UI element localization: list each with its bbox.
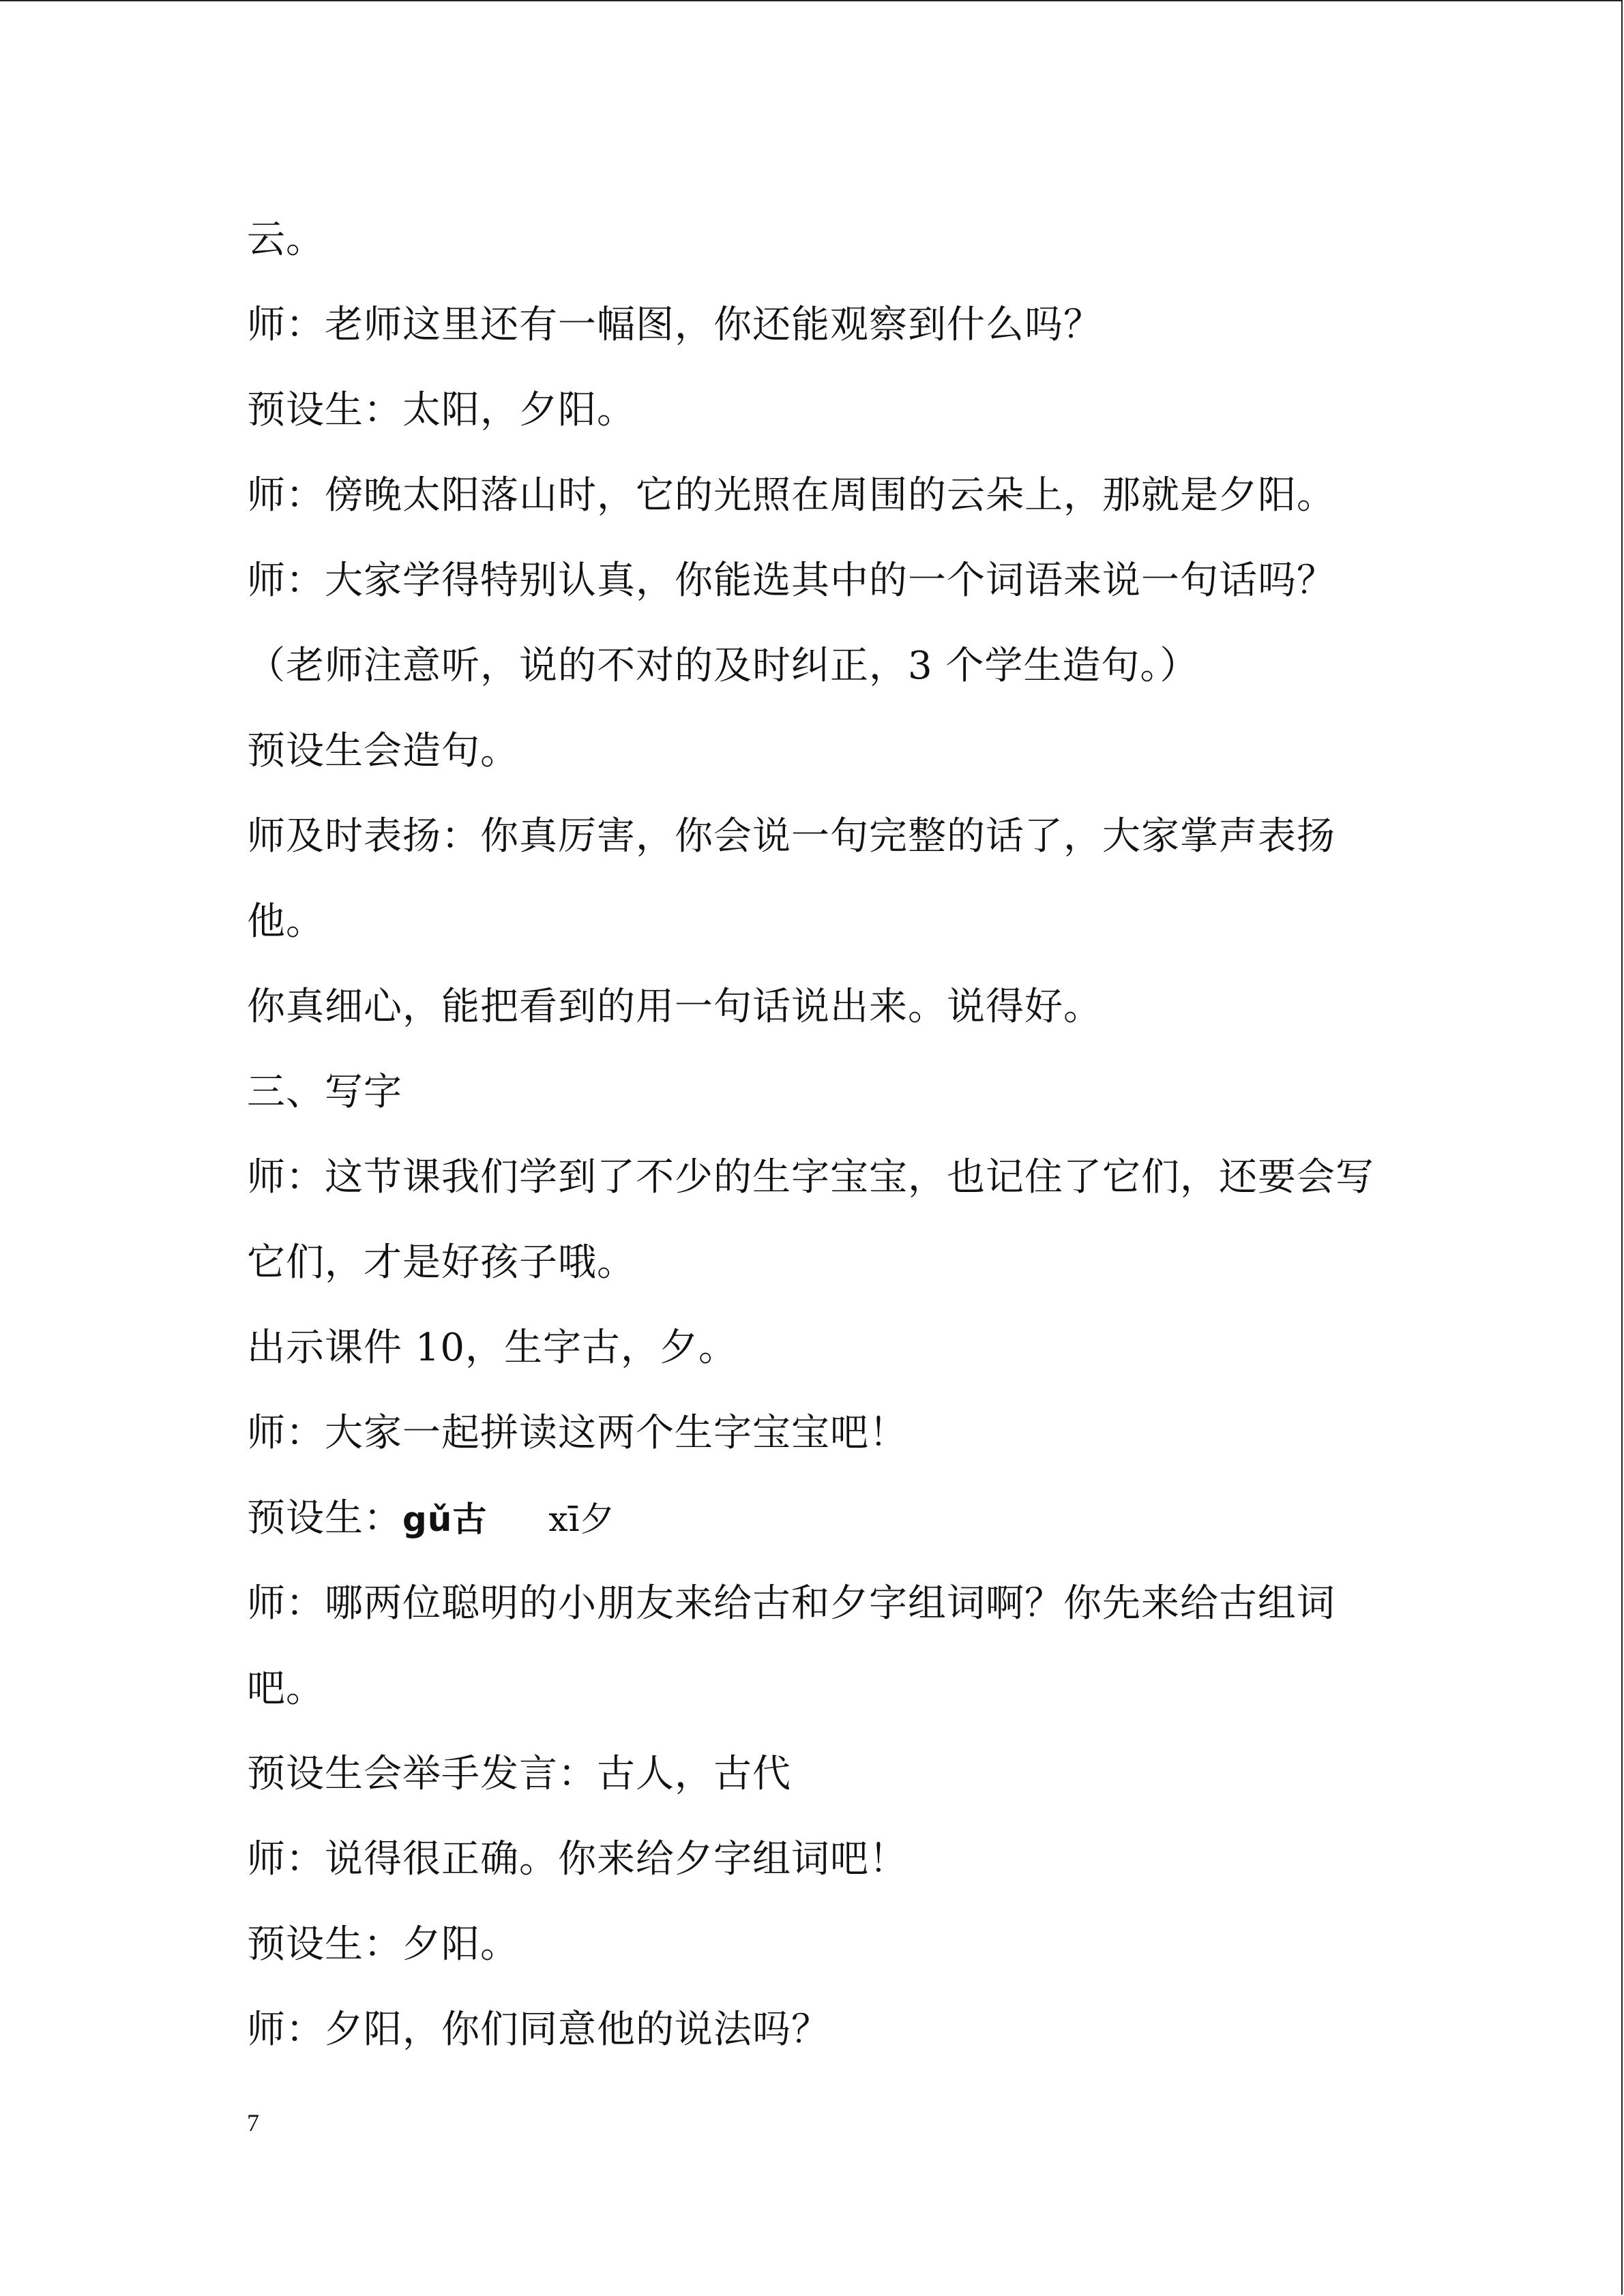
section-heading: 三、写字 xyxy=(247,1070,402,1114)
text-line: 你真细心，能把看到的用一句话说出来。说得好。 xyxy=(247,985,1102,1029)
text-line: 它们，才是好孩子哦。 xyxy=(247,1240,636,1285)
text-line: 师：这节课我们学到了不少的生字宝宝，也记住了它们，还要会写 xyxy=(247,1155,1374,1199)
text-line: 预设生会造句。 xyxy=(247,729,519,773)
text-line: 师：老师这里还有一幅图，你还能观察到什么吗？ xyxy=(247,303,1102,347)
text-line: 师：哪两位聪明的小朋友来给古和夕字组词啊？你先来给古组词 xyxy=(247,1581,1335,1626)
text-line: 他。 xyxy=(247,899,325,944)
pinyin-word-gu: gǔ古 xyxy=(402,1500,488,1539)
text-line: 师：说得很正确。你来给夕字组词吧！ xyxy=(247,1837,908,1881)
text-line: 师：大家学得特别认真，你能选其中的一个词语来说一句话吗？ xyxy=(247,558,1335,603)
text-line: 师：大家一起拼读这两个生字宝宝吧！ xyxy=(247,1411,908,1455)
text-line: 云。 xyxy=(247,218,325,262)
text-line: 师：夕阳，你们同意他的说法吗？ xyxy=(247,2008,830,2052)
text-line: 师及时表扬：你真厉害，你会说一句完整的话了，大家掌声表扬 xyxy=(247,814,1335,859)
text-line: （老师注意听，说的不对的及时纠正，3 个学生造句。） xyxy=(247,644,1199,688)
text-line: 预设生：太阳，夕阳。 xyxy=(247,388,636,432)
page-number: 7 xyxy=(247,2109,259,2136)
document-body xyxy=(247,215,1406,2091)
pinyin-prefix: 预设生： xyxy=(247,1496,402,1540)
text-line: 出示课件 10，生字古，夕。 xyxy=(247,1326,738,1370)
text-line: 吧。 xyxy=(247,1667,325,1711)
pinyin-line xyxy=(247,1494,1406,1579)
pinyin-word-xi: xī夕 xyxy=(548,1500,615,1539)
text-line: 预设生：夕阳。 xyxy=(247,1922,519,1967)
text-line: 预设生会举手发言：古人，古代 xyxy=(247,1752,791,1796)
text-line: 师：傍晚太阳落山时，它的光照在周围的云朵上，那就是夕阳。 xyxy=(247,473,1335,518)
